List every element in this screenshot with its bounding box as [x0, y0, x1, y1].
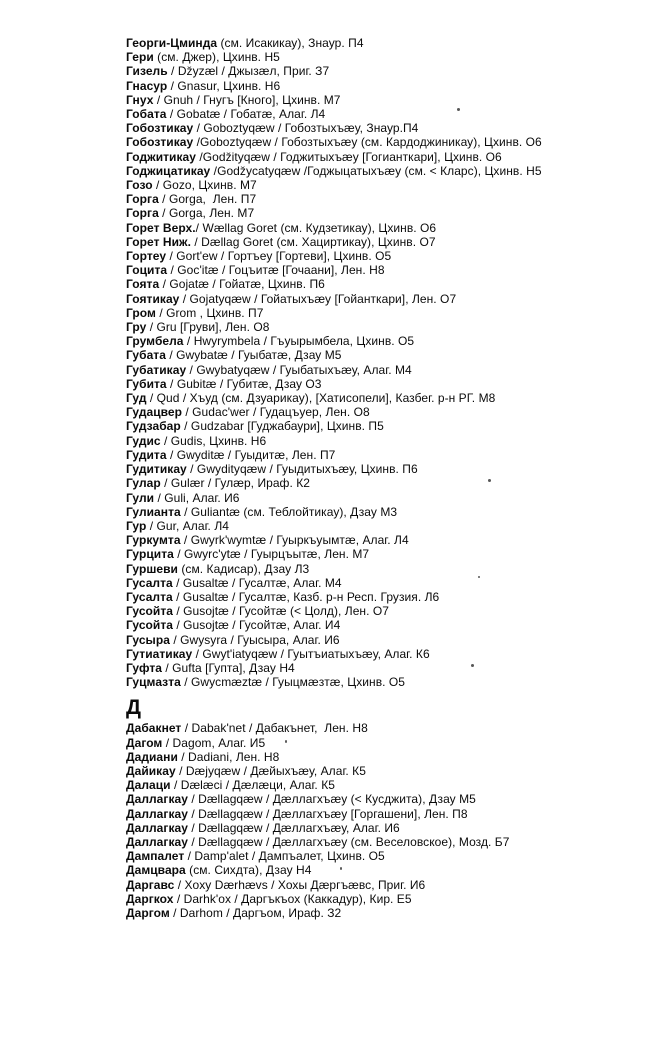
- entry-details: / Gudis, Цхинв. Н6: [160, 433, 267, 448]
- gazetteer-entry: [126, 849, 626, 863]
- entry-details: / Dællagqæw / Дæллагхъæу [Горгашени], Лен. П8: [187, 806, 468, 821]
- entry-headword: Гусойта: [126, 618, 174, 633]
- entry-details: / Xoxy Dærhævs / Хохы Дæргъæвс, Приг. И6: [174, 877, 426, 892]
- entry-headword: Годжитикау: [126, 149, 196, 164]
- entry-details: / Gwycmæztæ / Гуыцмæзтæ, Цхинв. О5: [180, 675, 405, 690]
- section-letter-heading: Д: [126, 696, 141, 720]
- gazetteer-entry: [126, 178, 626, 192]
- gazetteer-entry: [126, 547, 626, 561]
- entry-headword: Гру: [126, 320, 147, 335]
- entry-headword: Даргом: [126, 905, 170, 920]
- gazetteer-page: [126, 36, 626, 920]
- entry-details: / Gorga, Лен. П7: [158, 192, 257, 207]
- gazetteer-entry: [126, 906, 626, 920]
- entry-headword: Даргавс: [126, 877, 175, 892]
- entry-headword: Далаци: [126, 778, 171, 793]
- entry-headword: Гизель: [126, 64, 168, 79]
- gazetteer-entry: [126, 792, 626, 806]
- entry-headword: Губита: [126, 376, 167, 391]
- gazetteer-entry: [126, 618, 626, 632]
- gazetteer-entry: [126, 448, 626, 462]
- gazetteer-entry: [126, 135, 626, 149]
- scan-speck: [285, 740, 287, 743]
- entry-details: / Gnuh / Гнугъ [Кного], Цхинв. М7: [153, 92, 341, 107]
- gazetteer-entry: [126, 604, 626, 618]
- gazetteer-entry: [126, 292, 626, 306]
- gazetteer-entry: [126, 462, 626, 476]
- entry-details: / Gobatæ / Гобатæ, Алаг. Л4: [166, 107, 326, 122]
- gazetteer-entry: [126, 647, 626, 661]
- gazetteer-entry: [126, 764, 626, 778]
- entry-details: / Hwyrymbela / Гъуырымбела, Цхинв. О5: [183, 334, 415, 349]
- gazetteer-entry: [126, 476, 626, 490]
- entry-headword: Гуршеви: [126, 561, 178, 576]
- entry-headword: Гуд: [126, 391, 147, 406]
- scan-speck: [340, 867, 342, 870]
- scan-speck: [471, 664, 474, 667]
- entry-details: / Goc'itæ / Гоцъитæ [Гочаани], Лен. Н8: [167, 263, 385, 278]
- entry-headword: Даллагкау: [126, 792, 188, 807]
- entry-details: / Gusaltæ / Гусалтæ, Казб. р-н Респ. Грузия. Л6: [172, 589, 440, 604]
- gazetteer-entry: [126, 491, 626, 505]
- entry-details: / Guli, Алаг. И6: [154, 490, 240, 505]
- entry-headword: Гери: [126, 50, 154, 65]
- entry-details: (см. Сихдта), Дзау Н4: [185, 863, 312, 878]
- gazetteer-entry: [126, 519, 626, 533]
- entry-details: (см. Джер), Цхинв. Н5: [153, 50, 280, 65]
- entry-details: /Goboztyqæw / Гобозтыхъæу (см. Кардоджиникау), Цхинв. О6: [193, 135, 542, 150]
- gazetteer-entry: [126, 363, 626, 377]
- entry-details: / Dælæci / Дæлæци, Алаг. К5: [170, 778, 335, 793]
- gazetteer-entry: [126, 121, 626, 135]
- gazetteer-entry: [126, 263, 626, 277]
- entry-headword: Гуфта: [126, 660, 163, 675]
- entry-headword: Гоятикау: [126, 291, 180, 306]
- entry-details: / Džyzæl / Джызæл, Приг. З7: [167, 64, 330, 79]
- entry-headword: Гудзабар: [126, 419, 181, 434]
- gazetteer-entry: [126, 221, 626, 235]
- entry-headword: Губата: [126, 348, 166, 363]
- entry-details: / Gwybatyqæw / Гуыбатыхъæу, Алаг. М4: [186, 362, 412, 377]
- entry-headword: Гоцита: [126, 263, 168, 278]
- entry-details: / Gwyrc'ytæ / Гуырцъытæ, Лен. М7: [173, 547, 370, 562]
- gazetteer-entry: [126, 633, 626, 647]
- gazetteer-entry: [126, 778, 626, 792]
- entry-headword: Георги-Цминда: [126, 36, 218, 50]
- gazetteer-entry: [126, 863, 626, 877]
- entry-headword: Дабакнет: [126, 721, 182, 736]
- gazetteer-entry: [126, 505, 626, 519]
- entry-headword: Гули: [126, 490, 155, 505]
- entry-headword: Гудитикау: [126, 462, 187, 477]
- entry-headword: Гусалта: [126, 589, 173, 604]
- entry-headword: Горет Верх.: [126, 220, 196, 235]
- entry-headword: Гулианта: [126, 504, 181, 519]
- entry-details: / Dællagqæw / Дæллагхъæу, Алаг. И6: [187, 820, 400, 835]
- entry-details: / Gwyditæ / Гуыдитæ, Лен. П7: [166, 447, 336, 462]
- entry-headword: Дампалет: [126, 849, 185, 864]
- gazetteer-entry: [126, 164, 626, 178]
- gazetteer-entry: [126, 892, 626, 906]
- gazetteer-entry: [126, 661, 626, 675]
- entry-headword: Даллагкау: [126, 834, 188, 849]
- gazetteer-entry: [126, 206, 626, 220]
- entry-details: /Godžityqæw / Годжитыхъæу [Гогианткари], Цхинв. О6: [196, 149, 502, 164]
- gazetteer-entry: [126, 377, 626, 391]
- entry-headword: Гур: [126, 518, 147, 533]
- gazetteer-entry: [126, 192, 626, 206]
- entry-headword: Дамцвара: [126, 863, 186, 878]
- entry-headword: Гортеу: [126, 249, 167, 264]
- entry-details: / Wællag Goret (см. Кудзетикау), Цхинв. О6: [195, 220, 437, 235]
- entry-headword: Гулар: [126, 476, 161, 491]
- entry-headword: Даллагкау: [126, 820, 188, 835]
- entry-headword: Гутиатикау: [126, 646, 193, 661]
- entry-headword: Гобозтикау: [126, 121, 194, 136]
- gazetteer-entry: [126, 807, 626, 821]
- gazetteer-entry: [126, 50, 626, 64]
- entry-details: / Dællag Goret (см. Хациртикау), Цхинв. О7: [190, 234, 436, 249]
- gazetteer-entry: [126, 249, 626, 263]
- entry-headword: Грумбела: [126, 334, 184, 349]
- entry-details: / Gusojtæ / Гусойтæ, Алаг. И4: [173, 618, 341, 633]
- gazetteer-entry: [126, 878, 626, 892]
- entry-details: / Qud / Хъуд (см. Дзуарикау), [Хатисопели], Казбег. р-н РГ. М8: [146, 391, 496, 406]
- gazetteer-entry: [126, 835, 626, 849]
- gazetteer-entry: [126, 277, 626, 291]
- gazetteer-entry: [126, 150, 626, 164]
- gazetteer-entry: [126, 334, 626, 348]
- entry-headword: Гуркумта: [126, 533, 181, 548]
- entry-headword: Даллагкау: [126, 806, 188, 821]
- gazetteer-entry: [126, 405, 626, 419]
- gazetteer-entry: [126, 821, 626, 835]
- entry-headword: Гусалта: [126, 575, 173, 590]
- entry-details: / Gusojtæ / Гусойтæ (< Цолд), Лен. О7: [173, 604, 389, 619]
- gazetteer-entry: [126, 235, 626, 249]
- gazetteer-entry: [126, 533, 626, 547]
- entry-details: / Damp'alet / Дампъалет, Цхинв. О5: [184, 849, 385, 864]
- entry-details: / Grom , Цхинв. П7: [155, 305, 264, 320]
- entry-details: / Darhom / Даргъом, Ираф. З2: [169, 905, 342, 920]
- entry-details: / Dabak'net / Дабакънет, Лен. Н8: [181, 721, 368, 736]
- entry-details: / Goboztyqæw / Гобозтыхъæу, Знаур.П4: [193, 121, 419, 136]
- entry-details: / Guliantæ (см. Теблойтикау), Дзау М3: [180, 504, 398, 519]
- entry-headword: Гозо: [126, 178, 153, 193]
- gazetteer-entry: [126, 419, 626, 433]
- entry-details: / Gojatæ / Гойатæ, Цхинв. П6: [159, 277, 325, 292]
- entry-headword: Губатикау: [126, 362, 187, 377]
- gazetteer-entry: [126, 576, 626, 590]
- entry-headword: Дайикау: [126, 763, 176, 778]
- entry-details: / Dæjyqæw / Дæйыхъæу, Алаг. К5: [175, 763, 366, 778]
- gazetteer-entry: [126, 79, 626, 93]
- entry-details: / Dagom, Алаг. И5: [162, 735, 266, 750]
- gazetteer-entry: [126, 721, 626, 735]
- entry-details: / Gwydityqæw / Гуыдитыхъæу, Цхинв. П6: [186, 462, 418, 477]
- gazetteer-entry: [126, 736, 626, 750]
- entry-details: / Gort'ew / Гортъеу [Гортеви], Цхинв. О5: [166, 249, 392, 264]
- entry-headword: Гудацвер: [126, 405, 183, 420]
- scan-speck: [488, 479, 491, 482]
- entry-headword: Гурцита: [126, 547, 174, 562]
- entry-details: / Gusaltæ / Гусалтæ, Алаг. М4: [172, 575, 342, 590]
- entry-details: / Dællagqæw / Дæллагхъæу (< Кусджита), Дзау М5: [187, 792, 476, 807]
- entry-details: / Gur, Алаг. Л4: [146, 518, 229, 533]
- entry-details: / Gojatyqæw / Гойатыхъæу [Гойанткари], Лен. О7: [179, 291, 457, 306]
- entry-headword: Гнух: [126, 92, 154, 107]
- entry-details: / Darhk'ox / Даргъкъох (Каккадур), Кир. Е5: [173, 891, 412, 906]
- entry-headword: Гобата: [126, 107, 167, 122]
- entry-headword: Гусойта: [126, 604, 174, 619]
- entry-details: / Dællagqæw / Дæллагхъæу (см. Веселовское), Мозд. Б7: [187, 834, 510, 849]
- entry-details: / Gru [Груви], Лен. О8: [146, 320, 270, 335]
- entry-details: / Gnasur, Цхинв. Н6: [167, 78, 281, 93]
- gazetteer-entry: [126, 391, 626, 405]
- entry-headword: Гоята: [126, 277, 160, 292]
- entry-details: / Gudzabar [Гуджабаури], Цхинв. П5: [180, 419, 384, 434]
- entry-headword: Дадиани: [126, 749, 178, 764]
- entry-headword: Дагом: [126, 735, 163, 750]
- entry-headword: Даргкох: [126, 891, 174, 906]
- entry-details: / Gufta [Гупта], Дзау Н4: [162, 660, 295, 675]
- entry-details: / Gorga, Лен. М7: [158, 206, 255, 221]
- gazetteer-entry: [126, 64, 626, 78]
- entry-details: / Gwysyra / Гуысыра, Алаг. И6: [169, 632, 340, 647]
- entry-headword: Гуцмазта: [126, 675, 181, 690]
- entry-headword: Гнасур: [126, 78, 168, 93]
- entry-details: (см. Исакикау), Знаур. П4: [217, 36, 364, 50]
- gazetteer-entry: [126, 675, 626, 689]
- entry-headword: Горет Ниж.: [126, 234, 191, 249]
- gazetteer-entry: [126, 590, 626, 604]
- entry-headword: Гобозтикау: [126, 135, 194, 150]
- entry-details: / Gulær / Гулæр, Ираф. К2: [160, 476, 311, 491]
- entry-details: / Gozo, Цхинв. М7: [152, 178, 257, 193]
- scan-speck: [457, 108, 460, 111]
- gazetteer-entry: [126, 348, 626, 362]
- entry-details: /Godžycatyqæw /Годжыцатыхъæу (см. < Кларс), Цхинв. Н5: [210, 163, 542, 178]
- gazetteer-entry: [126, 750, 626, 764]
- entry-headword: Горга: [126, 192, 159, 207]
- entry-details: / Gudac'wer / Гудацъуер, Лен. О8: [182, 405, 370, 420]
- entry-headword: Годжицатикау: [126, 163, 211, 178]
- gazetteer-entry: [126, 562, 626, 576]
- gazetteer-entry: [126, 93, 626, 107]
- gazetteer-entry: [126, 107, 626, 121]
- entry-headword: Горга: [126, 206, 159, 221]
- entry-headword: Гудис: [126, 433, 161, 448]
- entry-headword: Гудита: [126, 447, 167, 462]
- entry-details: / Dadiani, Лен. Н8: [177, 749, 280, 764]
- gazetteer-entry: [126, 320, 626, 334]
- entry-details: / Gwybatæ / Гуыбатæ, Дзау М5: [165, 348, 342, 363]
- gazetteer-entry: [126, 434, 626, 448]
- entry-details: / Gwyt'iatyqæw / Гуытъиатыхъæу, Алаг. К6: [192, 646, 430, 661]
- entry-details: (см. Кадисар), Дзау Л3: [177, 561, 310, 576]
- entry-headword: Гусыра: [126, 632, 170, 647]
- scan-speck: [478, 576, 480, 578]
- entry-headword: Гром: [126, 305, 156, 320]
- entry-details: / Gubitæ / Губитæ, Дзау О3: [166, 376, 322, 391]
- entries-section-g: [126, 36, 626, 689]
- gazetteer-entry: [126, 306, 626, 320]
- entry-details: / Gwyrk'wymtæ / Гуыркъуымтæ, Алаг. Л4: [180, 533, 409, 548]
- entries-section-d: [126, 721, 626, 920]
- gazetteer-entry: [126, 36, 626, 50]
